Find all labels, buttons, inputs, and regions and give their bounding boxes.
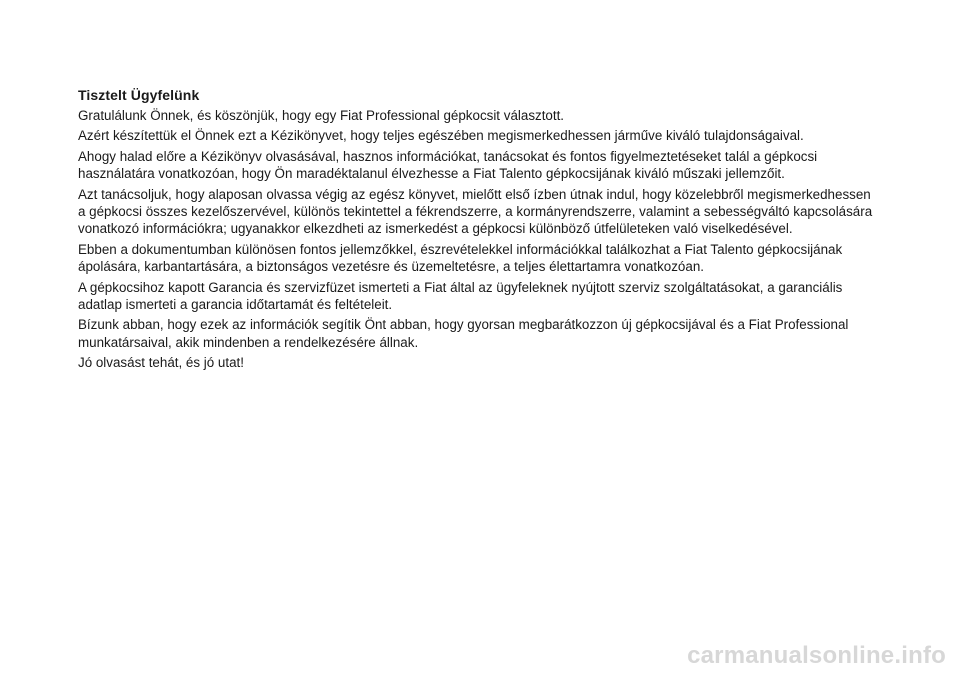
paragraph-purpose: Azért készítettük el Önnek ezt a Kézikönyvet, hogy teljes egészében megismerkedhessen járműve kiváló tulajdonságaival. xyxy=(78,128,804,144)
paragraph-trust: Bízunk abban, hogy ezek az információk segítik Önt abban, hogy gyorsan megbarátkozzon új gépkocsijával és a Fiat Professional munkatársaival, akik mindenben a rendelkezésére állnak. xyxy=(78,317,849,350)
paragraph-reading-benefits: Ahogy halad előre a Kézikönyv olvasásával, hasznos információkat, tanácsokat és fontos figyelmeztetéseket talál a gépkocsi használatára vonatkozóan, hogy Ön maradéktalanul élvezhesse a Fiat Talento gépkocsijának kiváló műszaki jellemzőit. xyxy=(78,148,818,182)
greeting-heading: Tisztelt Ügyfelünk xyxy=(78,87,200,103)
document-body xyxy=(78,86,878,375)
paragraph-farewell: Jó olvasást tehát, és jó utat! xyxy=(78,355,244,371)
watermark-text: carmanualsonline.info xyxy=(687,642,946,669)
paragraph-advice: Azt tanácsoljuk, hogy alaposan olvassa végig az egész könyvet, mielőtt első ízben útnak indul, hogy közelebbről megismerkedhessen a gépkocsi összes kezelőszervével, különös tekintettel a fékrendszerre, a kormányrendszerre, valamint a sebességváltó kapcsolására vonatkozó információkra; ugyanakkor elkezdheti az ismerkedést a gépkocsi különböző útfelületeken való viselkedésével. xyxy=(78,186,873,237)
paragraph-warranty: A gépkocsihoz kapott Garancia és szervizfüzet ismerteti a Fiat által az ügyfeleknek nyújtott szerviz szolgáltatásokat, a garanciális adatlap ismerteti a garancia időtartamát és feltételeit. xyxy=(78,279,843,313)
paragraph-document-contents: Ebben a dokumentumban különösen fontos jellemzőkkel, észrevételekkel információkkal találkozhat a Fiat Talento gépkocsijának ápolására, karbantartására, a biztonságos vezetésre és üzemeltetésre, a teljes élettartamra vonatkozóan. xyxy=(78,241,843,275)
paragraph-congratulations: Gratulálunk Önnek, és köszönjük, hogy egy Fiat Professional gépkocsit választott. xyxy=(78,108,565,123)
